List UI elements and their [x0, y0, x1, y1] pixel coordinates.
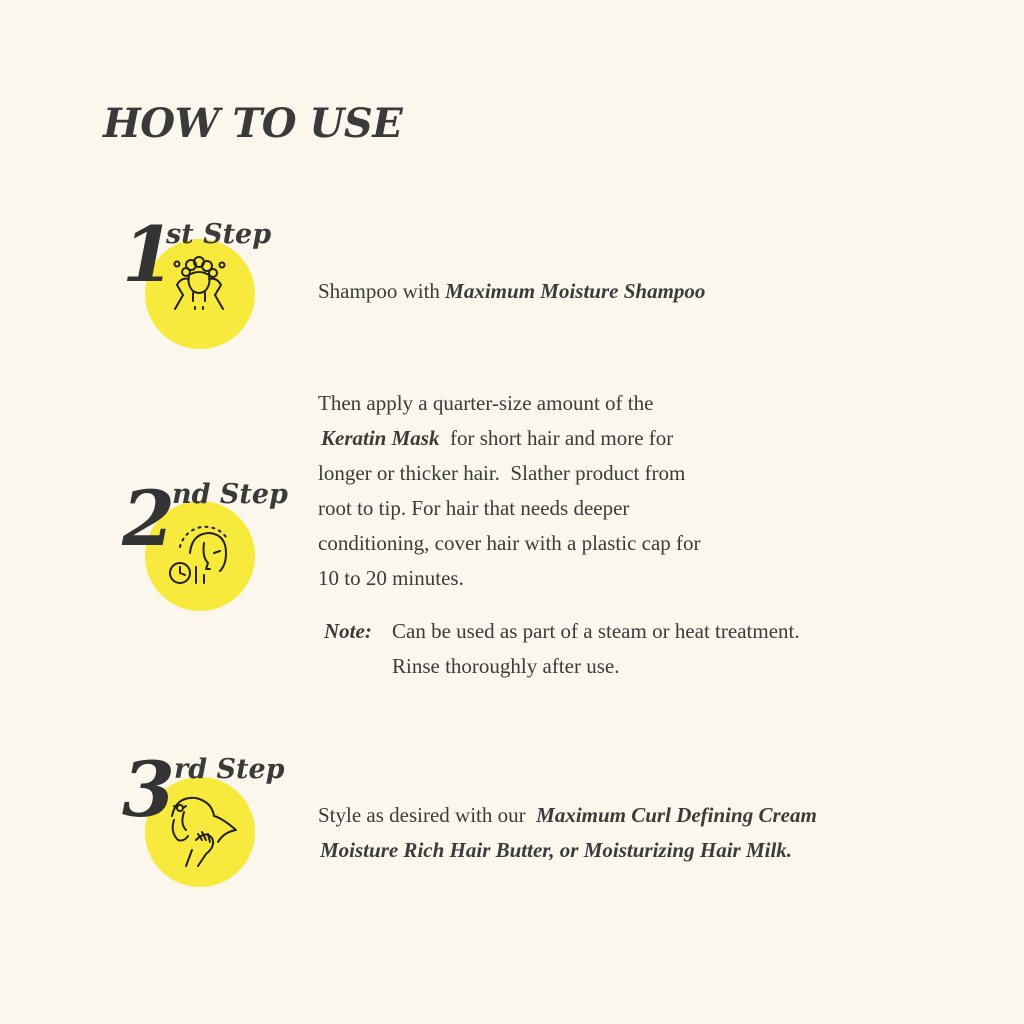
step-2-line-4: root to tip. For hair that needs deeper [318, 496, 630, 520]
step-2-line-2 [318, 421, 798, 456]
step-3-text [318, 798, 978, 868]
step-2-product: Keratin Mask [321, 426, 440, 450]
step-1-text-before: Shampoo with [318, 279, 446, 303]
page-title: HOW TO USE [103, 100, 403, 147]
step-2-line-2-after: for short hair and more for [439, 426, 674, 450]
step-1-product: Maximum Moisture Shampoo [445, 279, 706, 303]
step-1-badge [120, 210, 280, 355]
step-2-number: 2 [122, 474, 175, 563]
step-3-product-1: Maximum Curl Defining Cream [536, 803, 817, 827]
step-2-line-6: 10 to 20 minutes. [318, 566, 464, 590]
step-2-line-3: longer or thicker hair. Slather product from [318, 461, 686, 485]
step-3-line-2 [318, 833, 978, 868]
step-2-line-5: conditioning, cover hair with a plastic cap for [318, 531, 701, 555]
step-3-badge [120, 745, 290, 890]
note-text: Can be used as part of a steam or heat treatment. Rinse thoroughly after use. [392, 619, 800, 678]
note-label: Note: [324, 619, 372, 643]
step-2-badge [120, 475, 290, 615]
step-2-text [318, 386, 798, 596]
hair-styling-icon [162, 790, 242, 870]
timed-hair-treatment-icon [160, 513, 240, 593]
step-1-suffix: st Step [166, 219, 272, 250]
hair-washing-icon [165, 255, 235, 325]
step-1-text [318, 274, 705, 309]
step-1-number: 1 [122, 210, 175, 299]
step-3-suffix: rd Step [174, 754, 285, 785]
step-3-text-before: Style as desired with our [318, 803, 537, 827]
step-3-product-2: Moisture Rich Hair Butter, or Moisturizing Hair Milk. [320, 838, 793, 862]
step-3-number: 3 [122, 745, 175, 834]
step-2-suffix: nd Step [172, 479, 288, 510]
step-2-line-1: Then apply a quarter-size amount of the [318, 391, 654, 415]
step-3-line-1 [318, 798, 978, 833]
